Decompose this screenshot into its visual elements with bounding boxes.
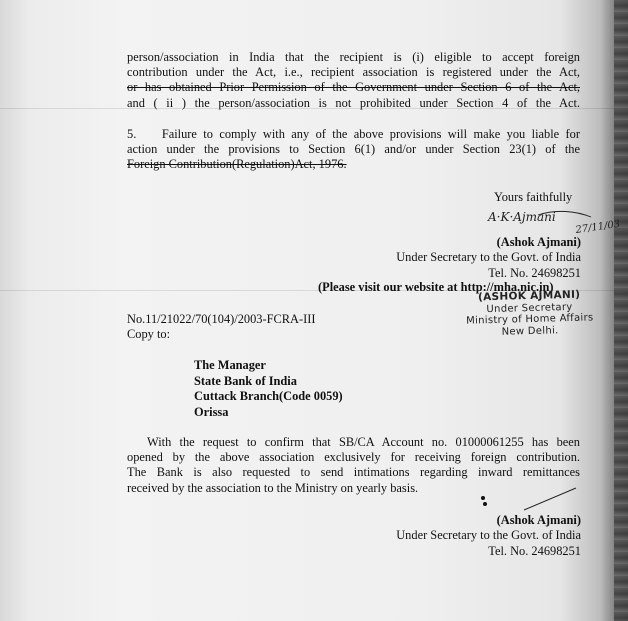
signature-stroke xyxy=(520,484,580,514)
request-paragraph xyxy=(127,435,580,496)
copy-to-label: Copy to: xyxy=(127,327,171,341)
signature-text: A·K·Ajmani xyxy=(488,210,556,224)
addressee-line: State Bank of India xyxy=(194,373,297,388)
text-line: 5. Failure to comply with any of the above provisions will make you liable for xyxy=(127,127,580,141)
svg-text:27/11/03: 27/11/03 xyxy=(574,218,621,236)
paragraph-5 xyxy=(127,127,580,173)
text-line: With the request to confirm that SB/CA Account no. 01000061255 has been xyxy=(147,435,580,449)
addressee-line: The Manager xyxy=(194,358,266,372)
signatory-phone: Tel. No. 24698251 xyxy=(488,543,581,558)
paragraph-continuation xyxy=(127,50,580,111)
addressee-line: Cuttack Branch(Code 0059) xyxy=(194,389,343,403)
stamp-line: Under Secretary xyxy=(486,301,573,315)
official-stamp xyxy=(465,289,594,338)
signatory-title: Under Secretary to the Govt. of India xyxy=(396,528,581,543)
stamp-line: (ASHOK AJMANI) xyxy=(477,288,581,304)
signatory-block xyxy=(396,235,581,281)
stamp-line: New Delhi. xyxy=(501,324,559,338)
text-line: received by the association to the Ministry on yearly basis. xyxy=(127,480,419,495)
scan-edge-shadow xyxy=(614,0,628,621)
text-line: and ( ii ) the person/association is not prohibited under Section 4 of the Act. xyxy=(127,95,580,110)
stamp-line: Ministry of Home Affairs xyxy=(466,312,594,327)
text-line: contribution under the Act, i.e., recipient association is registered under the Act, xyxy=(127,65,580,80)
addressee-block xyxy=(194,358,343,420)
signatory-name: (Ashok Ajmani) xyxy=(496,235,581,249)
text-line: The Bank is also requested to send intimations regarding inward remittances xyxy=(127,465,580,480)
text-line: opened by the above association exclusively for receiving foreign contribution. xyxy=(127,450,580,465)
text-line: or has obtained Prior Permission of the Government under Section 6 of the Act, xyxy=(127,80,580,95)
text-line: action under the provisions to Section 6(1) and/or under Section 23(1) of the xyxy=(127,142,580,157)
signatory-name: (Ashok Ajmani) xyxy=(496,513,581,527)
text-line: Foreign Contribution(Regulation)Act, 1976. xyxy=(127,157,347,172)
text-line: person/association in India that the recipient is (i) eligible to accept foreign xyxy=(127,50,580,64)
ink-dot xyxy=(481,496,485,500)
reference-number: No.11/21022/70(104)/2003-FCRA-III xyxy=(127,312,316,326)
website-note: (Please visit our website at http://mha.nic.in) xyxy=(318,280,554,294)
addressee-line: Orissa xyxy=(194,404,229,419)
signatory-block-2 xyxy=(396,513,581,559)
signatory-phone: Tel. No. 24698251 xyxy=(488,265,581,280)
closing-salutation: Yours faithfully xyxy=(494,190,573,204)
signatory-title: Under Secretary to the Govt. of India xyxy=(396,250,581,265)
